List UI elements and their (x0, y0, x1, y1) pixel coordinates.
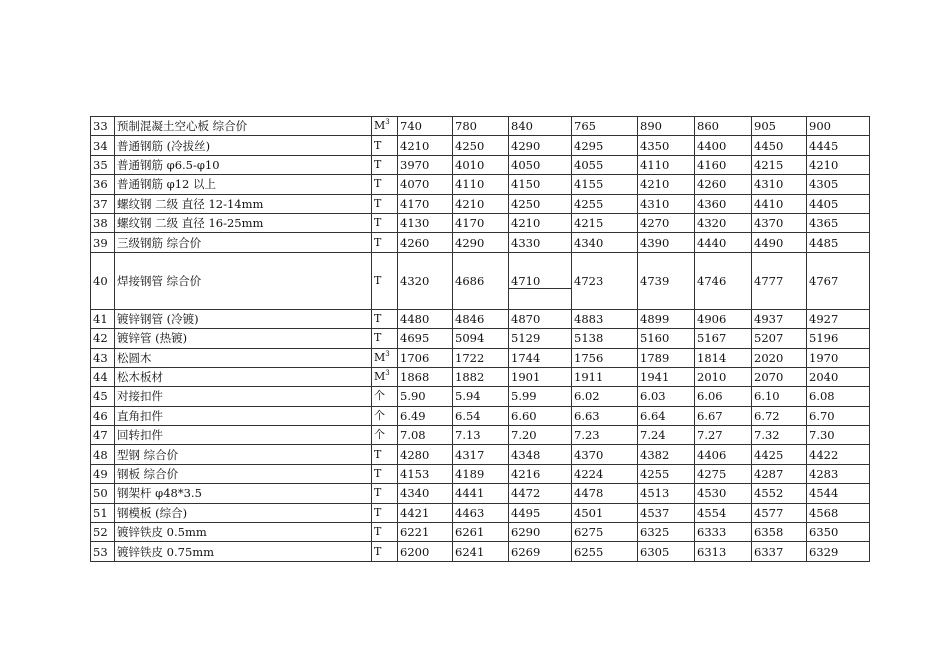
price-value-cell: 4320 (398, 252, 453, 309)
material-price-table (90, 116, 870, 562)
price-value-cell: 7.24 (638, 426, 695, 445)
table-row (91, 155, 870, 174)
unit-cell (372, 252, 398, 309)
row-number-cell: 41 (91, 309, 115, 328)
price-value-cell: 2040 (807, 367, 870, 386)
price-value-cell: 4899 (638, 309, 695, 328)
price-value-cell: 4110 (638, 155, 695, 174)
price-value-cell: 1882 (453, 367, 509, 386)
unit-text: 个 (374, 408, 385, 422)
unit-cell (372, 194, 398, 213)
price-value-cell: 4287 (752, 464, 807, 483)
price-value-cell: 1744 (509, 348, 572, 367)
price-value-cell: 6358 (752, 523, 807, 542)
price-value-cell: 4224 (572, 464, 638, 483)
price-value-cell: 4370 (752, 213, 807, 232)
price-value-cell: 5094 (453, 329, 509, 348)
price-value-cell: 4270 (638, 213, 695, 232)
price-value-cell: 6.72 (752, 406, 807, 425)
price-value-cell: 4739 (638, 252, 695, 309)
table-row (91, 464, 870, 483)
price-value-cell: 4906 (695, 309, 752, 328)
price-value-cell: 1789 (638, 348, 695, 367)
price-value-cell: 4425 (752, 445, 807, 464)
price-value-cell: 4513 (638, 484, 695, 503)
price-value-cell: 4305 (807, 175, 870, 194)
price-value-cell: 6337 (752, 542, 807, 561)
price-value-cell: 6.54 (453, 406, 509, 425)
price-value-cell: 6255 (572, 542, 638, 561)
row-number-cell: 51 (91, 503, 115, 522)
row-number-cell: 33 (91, 117, 115, 136)
price-value-cell: 4445 (807, 136, 870, 155)
row-number-cell: 47 (91, 426, 115, 445)
price-value-cell: 1706 (398, 348, 453, 367)
price-value-cell: 1814 (695, 348, 752, 367)
price-value-cell: 4463 (453, 503, 509, 522)
price-value-cell: 4330 (509, 233, 572, 252)
unit-text: T (374, 216, 382, 230)
price-value-cell: 4290 (453, 233, 509, 252)
price-value-cell: 4846 (453, 309, 509, 328)
unit-text: T (374, 196, 382, 210)
price-value-cell: 780 (453, 117, 509, 136)
unit-cell (372, 136, 398, 155)
material-name-cell: 镀锌铁皮 0.75mm (115, 542, 372, 561)
price-value-cell: 5167 (695, 329, 752, 348)
table-row (91, 523, 870, 542)
table-row (91, 367, 870, 386)
price-value-cell: 5.99 (509, 387, 572, 406)
price-value-cell: 4485 (807, 233, 870, 252)
price-value-cell: 6.64 (638, 406, 695, 425)
price-value-cell: 4422 (807, 445, 870, 464)
material-name-cell: 普通钢筋 φ12 以上 (115, 175, 372, 194)
unit-text: M (374, 119, 386, 133)
price-value-cell: 4746 (695, 252, 752, 309)
row-number-cell: 50 (91, 484, 115, 503)
price-value-cell: 4441 (453, 484, 509, 503)
price-value-cell: 7.30 (807, 426, 870, 445)
price-value-cell: 6.67 (695, 406, 752, 425)
price-value-cell: 1941 (638, 367, 695, 386)
unit-text: M (374, 370, 386, 384)
table-row (91, 484, 870, 503)
unit-text: 个 (374, 389, 385, 403)
unit-cell (372, 309, 398, 328)
row-number-cell: 37 (91, 194, 115, 213)
price-value-cell: 4490 (752, 233, 807, 252)
price-value-cell: 4150 (509, 175, 572, 194)
price-value-cell: 6313 (695, 542, 752, 561)
table-row (91, 194, 870, 213)
row-number-cell: 49 (91, 464, 115, 483)
table-row (91, 309, 870, 328)
price-value-cell: 4255 (638, 464, 695, 483)
unit-cell (372, 445, 398, 464)
unit-text: T (374, 505, 382, 519)
price-value-cell: 6.63 (572, 406, 638, 425)
price-value-cell: 5.94 (453, 387, 509, 406)
unit-text: T (374, 235, 382, 249)
price-value-cell: 4544 (807, 484, 870, 503)
price-value-cell: 765 (572, 117, 638, 136)
price-value-cell: 4501 (572, 503, 638, 522)
price-value-cell: 6333 (695, 523, 752, 542)
price-value-cell: 6350 (807, 523, 870, 542)
price-value-cell: 4310 (638, 194, 695, 213)
price-value-cell: 4480 (398, 309, 453, 328)
price-value-cell: 4255 (572, 194, 638, 213)
price-value-cell: 905 (752, 117, 807, 136)
price-value-cell: 6269 (509, 542, 572, 561)
table-row (91, 117, 870, 136)
price-value-cell: 4275 (695, 464, 752, 483)
material-name-cell: 钢模板 (综合) (115, 503, 372, 522)
price-value-cell: 6.02 (572, 387, 638, 406)
price-value-cell: 7.08 (398, 426, 453, 445)
price-value-cell: 5207 (752, 329, 807, 348)
price-value-cell: 6325 (638, 523, 695, 542)
price-value-cell: 4350 (638, 136, 695, 155)
row-number-cell: 45 (91, 387, 115, 406)
price-value-cell: 4360 (695, 194, 752, 213)
price-value-cell: 4478 (572, 484, 638, 503)
price-value-cell: 2010 (695, 367, 752, 386)
price-value-cell: 5129 (509, 329, 572, 348)
price-value-cell: 4153 (398, 464, 453, 483)
table-row (91, 175, 870, 194)
price-value-cell: 4568 (807, 503, 870, 522)
table-row (91, 348, 870, 367)
unit-text: T (374, 331, 382, 345)
price-value-cell: 6261 (453, 523, 509, 542)
row-number-cell: 35 (91, 155, 115, 174)
price-value-cell: 4070 (398, 175, 453, 194)
price-value-cell: 6.10 (752, 387, 807, 406)
price-value-cell: 4450 (752, 136, 807, 155)
price-value-cell: 4155 (572, 175, 638, 194)
price-value-cell: 1911 (572, 367, 638, 386)
price-value-cell: 4340 (398, 484, 453, 503)
price-value-cell: 7.32 (752, 426, 807, 445)
price-value-cell: 900 (807, 117, 870, 136)
row-number-cell: 43 (91, 348, 115, 367)
unit-text: T (374, 447, 382, 461)
price-value-cell: 4870 (509, 309, 572, 328)
price-value-cell: 4495 (509, 503, 572, 522)
price-value-cell: 5.90 (398, 387, 453, 406)
table-row (91, 329, 870, 348)
price-value-cell: 5196 (807, 329, 870, 348)
unit-cell (372, 406, 398, 425)
price-value-cell: 4210 (638, 175, 695, 194)
price-value-cell: 1868 (398, 367, 453, 386)
table-row (91, 426, 870, 445)
price-value-cell: 4216 (509, 464, 572, 483)
price-value-cell: 840 (509, 117, 572, 136)
price-value-cell: 4283 (807, 464, 870, 483)
material-name-cell: 预制混凝土空心板 综合价 (115, 117, 372, 136)
unit-text: T (374, 157, 382, 171)
price-value-cell: 4767 (807, 252, 870, 309)
unit-cell (372, 348, 398, 367)
price-value-cell: 4723 (572, 252, 638, 309)
row-number-cell: 34 (91, 136, 115, 155)
price-value-cell: 1970 (807, 348, 870, 367)
price-value-cell: 1901 (509, 367, 572, 386)
material-name-cell: 普通钢筋 φ6.5-φ10 (115, 155, 372, 174)
price-value-cell: 6.03 (638, 387, 695, 406)
price-value-cell: 4280 (398, 445, 453, 464)
material-name-cell: 镀锌钢管 (冷镀) (115, 309, 372, 328)
price-value-cell: 4310 (752, 175, 807, 194)
price-value-cell: 6241 (453, 542, 509, 561)
unit-cell (372, 213, 398, 232)
price-value-cell: 4260 (398, 233, 453, 252)
unit-cell (372, 175, 398, 194)
material-name-cell: 螺纹钢 二级 直径 16-25mm (115, 213, 372, 232)
price-value-cell: 4130 (398, 213, 453, 232)
price-value-cell: 4530 (695, 484, 752, 503)
unit-cell (372, 117, 398, 136)
material-name-cell: 三级钢筋 综合价 (115, 233, 372, 252)
price-value-cell: 6.70 (807, 406, 870, 425)
material-name-cell: 钢板 综合价 (115, 464, 372, 483)
price-value-cell: 4937 (752, 309, 807, 328)
price-value-cell: 4160 (695, 155, 752, 174)
unit-cell (372, 484, 398, 503)
price-value-cell: 4050 (509, 155, 572, 174)
price-value-cell: 6275 (572, 523, 638, 542)
price-value-cell: 4883 (572, 309, 638, 328)
material-name-cell: 对接扣件 (115, 387, 372, 406)
table-row (91, 542, 870, 561)
price-value-cell: 4552 (752, 484, 807, 503)
price-value-cell: 4340 (572, 233, 638, 252)
unit-superscript: 3 (385, 118, 390, 127)
price-value-cell: 4686 (453, 252, 509, 309)
price-value-cell: 6305 (638, 542, 695, 561)
price-value-cell: 4370 (572, 445, 638, 464)
price-value-cell: 4170 (453, 213, 509, 232)
price-value-cell: 860 (695, 117, 752, 136)
price-value-cell: 4210 (509, 213, 572, 232)
price-value-cell: 4400 (695, 136, 752, 155)
unit-text: T (374, 467, 382, 481)
price-value-cell: 4927 (807, 309, 870, 328)
price-value-cell: 6.60 (509, 406, 572, 425)
row-number-cell: 46 (91, 406, 115, 425)
row-number-cell: 52 (91, 523, 115, 542)
price-value-cell: 4410 (752, 194, 807, 213)
unit-cell (372, 329, 398, 348)
material-name-cell: 焊接钢管 综合价 (115, 252, 372, 309)
price-value-cell: 4215 (572, 213, 638, 232)
price-value-cell: 4365 (807, 213, 870, 232)
unit-text: T (374, 486, 382, 500)
price-value-cell: 4577 (752, 503, 807, 522)
price-value-cell: 1756 (572, 348, 638, 367)
price-value-cell: 6221 (398, 523, 453, 542)
unit-cell (372, 503, 398, 522)
table-row (91, 503, 870, 522)
price-value-cell: 4320 (695, 213, 752, 232)
table-row (91, 252, 870, 309)
unit-cell (372, 542, 398, 561)
unit-text: T (374, 138, 382, 152)
row-number-cell: 44 (91, 367, 115, 386)
row-number-cell: 40 (91, 252, 115, 309)
price-value-cell: 4170 (398, 194, 453, 213)
price-value-cell: 6.06 (695, 387, 752, 406)
price-value-cell: 3970 (398, 155, 453, 174)
material-name-cell: 镀锌铁皮 0.5mm (115, 523, 372, 542)
unit-text: T (374, 525, 382, 539)
table-row (91, 233, 870, 252)
price-value-cell: 2020 (752, 348, 807, 367)
unit-cell (372, 387, 398, 406)
price-value-cell: 7.13 (453, 426, 509, 445)
unit-text: T (374, 311, 382, 325)
row-number-cell: 53 (91, 542, 115, 561)
row-number-cell: 36 (91, 175, 115, 194)
price-value-cell: 5138 (572, 329, 638, 348)
material-name-cell: 钢架杆 φ48*3.5 (115, 484, 372, 503)
price-value-cell: 6329 (807, 542, 870, 561)
price-value-cell: 4210 (453, 194, 509, 213)
table-row (91, 136, 870, 155)
unit-text: M (374, 350, 386, 364)
table-row (91, 213, 870, 232)
price-value-cell: 4189 (453, 464, 509, 483)
unit-cell (372, 426, 398, 445)
row-number-cell: 38 (91, 213, 115, 232)
price-value-cell: 4110 (453, 175, 509, 194)
price-value-cell: 4290 (509, 136, 572, 155)
price-value-cell: 7.20 (509, 426, 572, 445)
material-name-cell: 松木板材 (115, 367, 372, 386)
price-value-cell: 4215 (752, 155, 807, 174)
material-name-cell: 直角扣件 (115, 406, 372, 425)
material-name-cell: 型钢 综合价 (115, 445, 372, 464)
material-name-cell: 回转扣件 (115, 426, 372, 445)
price-value-cell: 4710 (509, 252, 572, 309)
price-value-cell: 1722 (453, 348, 509, 367)
price-value-cell: 4210 (807, 155, 870, 174)
price-value-cell: 4537 (638, 503, 695, 522)
price-value-cell: 890 (638, 117, 695, 136)
table-row (91, 406, 870, 425)
price-value-cell: 4250 (453, 136, 509, 155)
unit-cell (372, 367, 398, 386)
price-value-cell: 2070 (752, 367, 807, 386)
price-value-cell: 6.08 (807, 387, 870, 406)
cell-inner-rule (508, 288, 572, 289)
price-value-cell: 4010 (453, 155, 509, 174)
price-value-cell: 4405 (807, 194, 870, 213)
price-value-cell: 4260 (695, 175, 752, 194)
row-number-cell: 48 (91, 445, 115, 464)
price-value-cell: 4390 (638, 233, 695, 252)
price-value-cell: 740 (398, 117, 453, 136)
price-value-cell: 4210 (398, 136, 453, 155)
unit-cell (372, 523, 398, 542)
price-value-cell: 4250 (509, 194, 572, 213)
price-value-cell: 4472 (509, 484, 572, 503)
material-name-cell: 松圆木 (115, 348, 372, 367)
table-row (91, 387, 870, 406)
price-value-cell: 4295 (572, 136, 638, 155)
material-name-cell: 镀锌管 (热镀) (115, 329, 372, 348)
material-name-cell: 普通钢筋 (冷拔丝) (115, 136, 372, 155)
price-value-cell: 4777 (752, 252, 807, 309)
unit-text: 个 (374, 428, 385, 442)
price-value-cell: 6290 (509, 523, 572, 542)
price-value-cell: 7.27 (695, 426, 752, 445)
unit-cell (372, 155, 398, 174)
unit-text: T (374, 273, 382, 287)
price-value-cell: 6.49 (398, 406, 453, 425)
unit-superscript: 3 (385, 349, 390, 358)
price-value-cell: 4382 (638, 445, 695, 464)
price-value-cell: 4421 (398, 503, 453, 522)
unit-superscript: 3 (385, 369, 390, 378)
unit-cell (372, 233, 398, 252)
price-value-cell: 4317 (453, 445, 509, 464)
price-value-cell: 4406 (695, 445, 752, 464)
unit-cell (372, 464, 398, 483)
material-name-cell: 螺纹钢 二级 直径 12-14mm (115, 194, 372, 213)
price-value-cell: 4440 (695, 233, 752, 252)
price-value-cell: 4554 (695, 503, 752, 522)
table-row (91, 445, 870, 464)
unit-text: T (374, 544, 382, 558)
price-value-cell: 7.23 (572, 426, 638, 445)
row-number-cell: 42 (91, 329, 115, 348)
unit-text: T (374, 177, 382, 191)
price-value-cell: 6200 (398, 542, 453, 561)
price-value-cell: 4348 (509, 445, 572, 464)
price-value-cell: 4055 (572, 155, 638, 174)
price-value-cell: 5160 (638, 329, 695, 348)
price-value-cell: 4695 (398, 329, 453, 348)
row-number-cell: 39 (91, 233, 115, 252)
